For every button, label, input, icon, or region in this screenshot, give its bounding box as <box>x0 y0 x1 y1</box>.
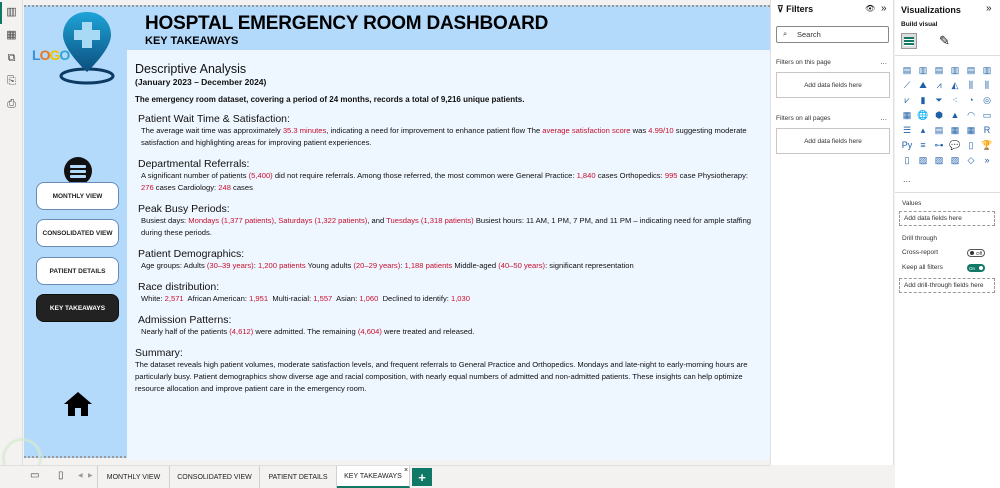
nav-consolidated-view-button[interactable]: CONSOLIDATED VIEW <box>36 219 119 247</box>
stacked-bar-chart-icon[interactable]: ▤ <box>902 65 912 75</box>
funnel-icon[interactable]: ⏷ <box>935 95 943 105</box>
filters-all-pages-label: Filters on all pages <box>776 115 831 122</box>
diamond-visual-icon[interactable]: ◇ <box>967 155 975 165</box>
chevron-visual-icon[interactable]: » <box>984 155 990 165</box>
line-column-icon[interactable]: ⫼ <box>968 80 974 90</box>
menu-icon[interactable] <box>64 157 92 185</box>
multi-row-card-icon[interactable]: ☰ <box>902 125 912 135</box>
drill-through-dropzone[interactable]: Add drill-through fields here <box>899 278 995 293</box>
values-label: Values <box>902 200 922 207</box>
drill-through-label: Drill through <box>902 235 938 242</box>
waterfall-chart-icon[interactable]: ▮ <box>920 95 926 105</box>
values-dropzone[interactable]: Add data fields here <box>899 211 995 226</box>
desktop-view-icon[interactable]: ▭ <box>30 470 40 481</box>
section-title: Race distribution: <box>138 281 220 293</box>
keep-filters-label: Keep all filters <box>902 264 943 271</box>
prev-page-icon[interactable]: ◀ <box>78 473 83 479</box>
next-page-icon[interactable]: ▶ <box>88 473 93 479</box>
report-view-icon[interactable]: ▥ <box>6 6 17 18</box>
referrals-section <box>135 158 762 194</box>
power-automate-icon[interactable]: ▨ <box>934 155 944 165</box>
map-icon[interactable]: 🌐 <box>917 110 929 120</box>
filters-title: ⊽ Filters <box>777 4 814 14</box>
section-title: Peak Busy Periods: <box>138 203 230 215</box>
page-tabs-bar <box>0 465 770 488</box>
build-visual-label: Build visual <box>901 21 938 28</box>
report-page <box>24 5 770 458</box>
filters-pane <box>770 0 894 465</box>
model-view-icon[interactable]: ⧉ <box>7 52 16 64</box>
section-text: The dataset reveals high patient volumes, moderate satisfaction levels, and frequent referrals to General Practice and Orthopedics. Mondays and late-night to early-morning hours are particularly busy. Patient demographics show diverse age and racial composition, with nearly equal numbers of admitted and non-admitted patients. These insights can help optimize resource allocation and improve patient care in the emergency room. <box>135 360 748 393</box>
wait-time-section <box>135 113 762 149</box>
r-visual-icon[interactable]: R <box>983 125 991 135</box>
filter-search-input[interactable]: ⌕ Search <box>776 26 889 43</box>
tab-consolidated-view[interactable]: CONSOLIDATED VIEW <box>170 466 260 488</box>
section-text: White: 2,571 African American: 1,951 Multi-racial: 1,557 Asian: 1,060 Declined to identify: 1,030 <box>141 294 470 303</box>
clustered-column-chart-icon[interactable]: ▥ <box>950 65 960 75</box>
gauge-icon[interactable]: ◠ <box>967 110 975 120</box>
slicer-icon[interactable]: ▤ <box>934 125 944 135</box>
filled-map-icon[interactable]: ⬢ <box>935 110 943 120</box>
table-icon[interactable]: ▦ <box>950 125 960 135</box>
search-icon: ⌕ <box>783 29 788 38</box>
100-bar-chart-icon[interactable]: ▤ <box>966 65 976 75</box>
nav-monthly-view-button[interactable]: MONTHLY VIEW <box>36 182 119 210</box>
nav-key-takeaways-button[interactable]: KEY TAKEAWAYS <box>36 294 119 322</box>
key-influencers-icon[interactable]: ≡ <box>920 140 926 150</box>
qa-icon[interactable]: 💬 <box>949 140 961 150</box>
nav-patient-details-button[interactable]: PATIENT DETAILS <box>36 257 119 285</box>
visualizations-pane <box>895 0 1000 488</box>
cross-report-toggle[interactable]: Off <box>967 249 985 257</box>
demographics-section <box>135 248 762 272</box>
mobile-view-icon[interactable]: ▯ <box>58 470 64 481</box>
paginated-report-icon[interactable]: ▯ <box>904 155 910 165</box>
power-apps-icon[interactable]: ▨ <box>918 155 928 165</box>
ribbon-chart-icon[interactable]: ⩗ <box>904 95 910 105</box>
logo: LOGO <box>32 47 70 63</box>
narrative-icon[interactable]: ▯ <box>968 140 974 150</box>
kpi-icon[interactable]: ▴ <box>920 125 926 135</box>
tab-monthly-view[interactable]: MONTHLY VIEW <box>97 466 170 488</box>
matrix-icon[interactable]: ▦ <box>966 125 976 135</box>
date-range: (January 2023 – December 2024) <box>135 77 267 87</box>
active-indicator <box>0 2 2 24</box>
page-subtitle: KEY TAKEAWAYS <box>145 35 239 47</box>
area-chart-icon[interactable]: ⛰ <box>919 80 927 90</box>
line-clustered-icon[interactable]: ⫼ <box>984 80 990 90</box>
section-text: Nearly half of the patients (4,612) were admitted. The remaining (4,604) were treated and released. <box>141 327 475 336</box>
goals-icon[interactable]: 🏆 <box>981 140 993 150</box>
clustered-bar-chart-icon[interactable]: ▤ <box>934 65 944 75</box>
cross-report-label: Cross-report <box>902 249 939 256</box>
section-title: Departmental Referrals: <box>138 158 250 170</box>
table-view-icon[interactable]: ▦ <box>6 29 17 41</box>
close-tab-icon[interactable]: × <box>404 467 409 474</box>
intro-text: The emergency room dataset, covering a period of 24 months, records a total of 9,216 unique patients. <box>135 95 525 104</box>
filters-page-dropzone[interactable]: Add data fields here <box>776 72 890 98</box>
100-area-icon[interactable]: ◭ <box>951 80 959 90</box>
pie-chart-icon[interactable]: ◔ <box>968 95 974 105</box>
section-title: Admission Patterns: <box>138 314 232 326</box>
donut-chart-icon[interactable]: ◎ <box>983 95 991 105</box>
tab-key-takeaways[interactable]: KEY TAKEAWAYS <box>337 466 410 488</box>
stacked-column-chart-icon[interactable]: ▥ <box>918 65 928 75</box>
race-section <box>135 281 762 305</box>
visualizations-title: Visualizations <box>901 5 961 15</box>
key-takeaways-textbox <box>127 50 770 460</box>
filters-on-page-label: Filters on this page <box>776 59 831 66</box>
add-page-button[interactable]: + <box>412 468 432 486</box>
section-title: Patient Wait Time & Satisfaction: <box>138 113 290 125</box>
peak-periods-section <box>135 203 762 239</box>
stacked-area-icon[interactable]: ⩘ <box>936 80 942 90</box>
line-chart-icon[interactable]: ⟋ <box>903 80 911 90</box>
page-title: HOSPTAL EMERGENCY ROOM DASHBOARD <box>145 13 549 34</box>
dax-query-icon[interactable]: ⎘ <box>7 75 16 87</box>
left-view-bar <box>0 0 23 488</box>
tmdl-view-icon[interactable]: ⎙ <box>7 98 16 110</box>
eye-icon[interactable]: 👁 <box>865 4 876 13</box>
filter-icon: ⊽ <box>777 4 784 14</box>
treemap-icon[interactable]: ▦ <box>902 110 912 120</box>
collapse-viz-icon[interactable]: » <box>986 3 992 14</box>
decomposition-tree-icon[interactable]: ⊶ <box>934 140 944 150</box>
report-canvas <box>24 0 770 465</box>
more-visuals-icon[interactable]: ... <box>903 174 911 184</box>
build-visual-icon[interactable] <box>901 33 917 49</box>
section-text: A significant number of patients (5,400) did not require referrals. Among those referred, the most common were General Practice: 1,840 cases Orthopedics: 995 case Physiotherapy: 276 cases Cardiology: 248 cases <box>141 171 749 192</box>
card-icon[interactable]: ▭ <box>982 110 992 120</box>
more-options-icon[interactable]: ... <box>880 113 887 122</box>
section-title: Patient Demographics: <box>138 248 245 260</box>
home-icon[interactable] <box>62 390 94 418</box>
collapse-filters-icon[interactable]: » <box>881 3 887 14</box>
keep-filters-toggle[interactable]: On <box>967 264 985 272</box>
section-title: Summary: <box>135 347 183 359</box>
azure-map-icon[interactable]: ▲ <box>950 110 960 120</box>
custom-visual-icon[interactable]: ▨ <box>950 155 960 165</box>
visual-types-grid <box>901 64 997 166</box>
section-text: Busiest days: Mondays (1,377 patients), Saturdays (1,322 patients), and Tuesdays (1,318 patients) Busiest hours: 11 AM, 1 PM, 7 PM, and 11 PM – indicating need for ample staffing during these periods. <box>141 216 752 237</box>
more-options-icon[interactable]: ... <box>880 57 887 66</box>
format-visual-icon[interactable]: ✎ <box>939 33 950 48</box>
section-text: Age groups: Adults (30–39 years): 1,200 patients Young adults (20–29 years): 1,188 patients Middle-aged (40–50 years): significant representation <box>141 261 634 270</box>
scatter-chart-icon[interactable]: ⁖ <box>952 95 958 105</box>
summary-section <box>135 347 762 395</box>
admission-section <box>135 314 762 338</box>
python-visual-icon[interactable]: Py <box>901 140 913 150</box>
tab-patient-details[interactable]: PATIENT DETAILS <box>260 466 337 488</box>
analysis-heading: Descriptive Analysis <box>135 62 247 76</box>
section-text: The average wait time was approximately 35.3 minutes, indicating a need for improvement to enhance patient flow The average satisfaction score was 4.99/10 suggesting moderate satisfaction and highlighting areas for improving patient experiences. <box>141 126 747 147</box>
filters-all-dropzone[interactable]: Add data fields here <box>776 128 890 154</box>
100-column-chart-icon[interactable]: ▥ <box>982 65 992 75</box>
